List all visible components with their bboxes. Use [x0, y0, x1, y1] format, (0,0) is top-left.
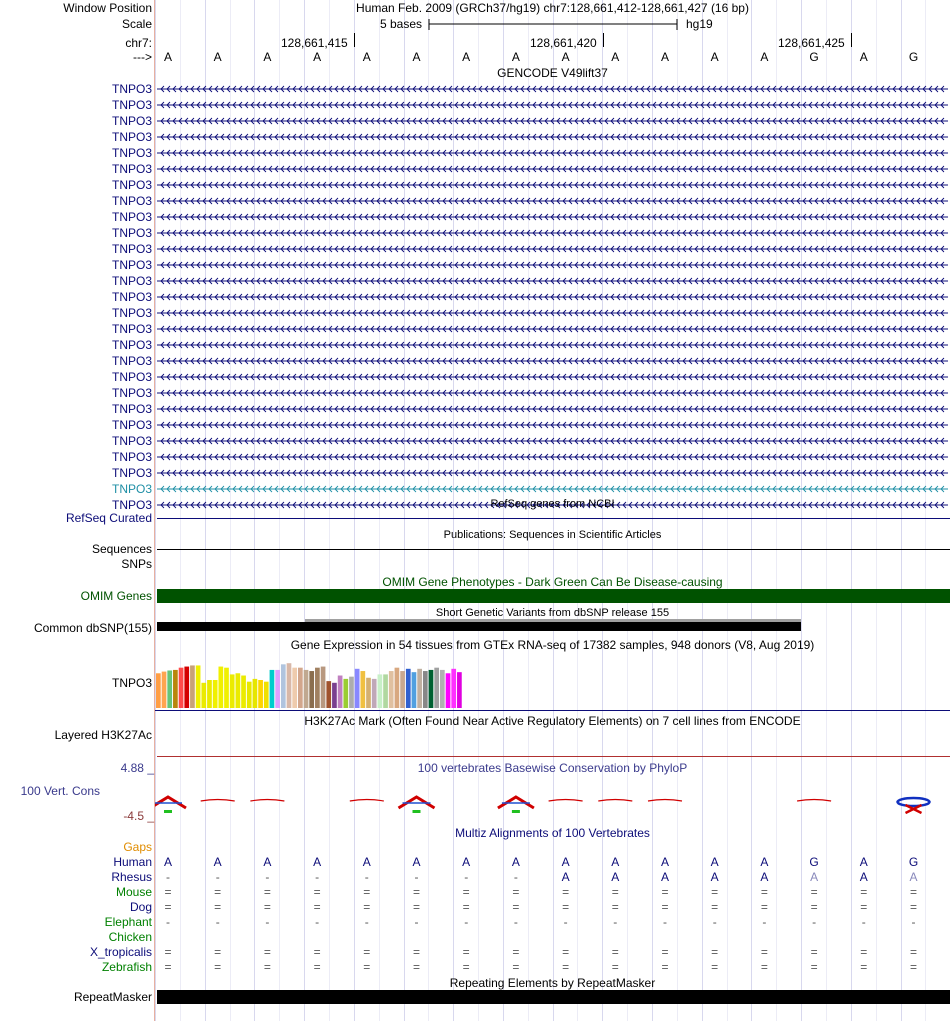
- multiz-base: -: [563, 915, 568, 929]
- multiz-base: -: [464, 870, 469, 884]
- multiz-base: =: [164, 945, 172, 959]
- multiz-species-label[interactable]: Rhesus: [111, 870, 152, 884]
- gtex-tissue-bar[interactable]: [190, 665, 195, 708]
- gtex-tissue-bar[interactable]: [207, 680, 212, 708]
- dbsnp-title: Short Genetic Variants from dbSNP release 155: [435, 607, 670, 619]
- gencode-track-label[interactable]: TNPO3: [111, 130, 152, 144]
- gtex-tissue-bar[interactable]: [400, 671, 405, 708]
- multiz-base: A: [859, 855, 868, 869]
- multiz-base: A: [611, 855, 620, 869]
- multiz-base: =: [462, 900, 470, 914]
- dbsnp-track[interactable]: [157, 622, 801, 631]
- multiz-base: =: [611, 900, 619, 914]
- gtex-tissue-bar[interactable]: [201, 683, 206, 708]
- gtex-tissue-bar[interactable]: [292, 668, 297, 708]
- tick-label-3: 128,661,425: [778, 36, 845, 50]
- gencode-track-label[interactable]: TNPO3: [111, 162, 152, 176]
- gencode-transcript-line[interactable]: [155, 372, 950, 382]
- gencode-title: GENCODE V49lift37: [497, 66, 608, 80]
- assembly-label: hg19: [686, 17, 713, 31]
- gencode-transcript-line[interactable]: [155, 196, 950, 206]
- multiz-base: A: [909, 870, 918, 884]
- multiz-base: A: [362, 855, 371, 869]
- multiz-base: A: [561, 855, 570, 869]
- multiz-base: =: [860, 885, 868, 899]
- gencode-track-label[interactable]: TNPO3: [111, 306, 152, 320]
- gtex-tissue-bar[interactable]: [258, 680, 263, 708]
- strand-label: --->: [133, 50, 152, 64]
- gencode-track-label[interactable]: TNPO3: [111, 98, 152, 112]
- multiz-base: =: [412, 960, 420, 974]
- gencode-transcript-line[interactable]: [155, 180, 950, 190]
- gencode-track-label[interactable]: TNPO3: [111, 82, 152, 96]
- sequence-base: A: [710, 50, 719, 64]
- gtex-tissue-bar[interactable]: [236, 673, 241, 708]
- h3k27ac-title: H3K27Ac Mark (Often Found Near Active Regulatory Elements) on 7 cell lines from ENCODE: [304, 714, 801, 728]
- multiz-base: =: [214, 945, 222, 959]
- gencode-transcript-line[interactable]: [155, 468, 950, 478]
- gtex-tissue-bar[interactable]: [434, 668, 439, 708]
- gtex-chart[interactable]: [155, 652, 950, 712]
- sequence-base: A: [163, 50, 172, 64]
- multiz-base: =: [909, 900, 917, 914]
- phylop-logo-mark: [598, 800, 632, 802]
- multiz-base: =: [909, 960, 917, 974]
- gencode-track-label[interactable]: TNPO3: [111, 354, 152, 368]
- multiz-base: -: [663, 915, 667, 929]
- sequence-base: A: [760, 50, 769, 64]
- gencode-track-label[interactable]: TNPO3: [111, 450, 152, 464]
- gencode-track-label[interactable]: TNPO3: [111, 498, 152, 512]
- h3k27ac-track[interactable]: [157, 756, 950, 757]
- snps-label[interactable]: SNPs: [121, 557, 152, 571]
- sequence-base: A: [611, 50, 620, 64]
- gtex-tissue-bar[interactable]: [417, 669, 422, 708]
- sequence-base: A: [561, 50, 570, 64]
- multiz-base: =: [810, 885, 818, 899]
- multiz-base: -: [414, 915, 419, 929]
- multiz-base: =: [711, 945, 719, 959]
- gtex-tissue-bar[interactable]: [270, 670, 275, 708]
- gtex-tissue-bar[interactable]: [298, 668, 303, 708]
- multiz-base: =: [860, 945, 868, 959]
- gtex-tissue-bar[interactable]: [338, 676, 343, 708]
- multiz-base: =: [164, 900, 172, 914]
- gtex-tissue-bar[interactable]: [184, 667, 189, 708]
- multiz-species-label[interactable]: X_tropicalis: [89, 945, 152, 959]
- gencode-track-label[interactable]: TNPO3: [111, 466, 152, 480]
- multiz-base: A: [313, 855, 322, 869]
- gencode-transcript-line[interactable]: [155, 436, 950, 446]
- phylop-logo-mark: [549, 800, 583, 802]
- gencode-track-label[interactable]: TNPO3: [111, 402, 152, 416]
- gencode-track-label[interactable]: TNPO3: [111, 114, 152, 128]
- multiz-base: A: [859, 870, 868, 884]
- multiz-base: =: [164, 960, 172, 974]
- multiz-base: =: [363, 945, 371, 959]
- gencode-transcript-line[interactable]: [155, 324, 950, 334]
- tick-label-2: 128,661,420: [530, 36, 597, 50]
- gtex-tissue-bar[interactable]: [167, 670, 172, 708]
- gencode-track-label[interactable]: TNPO3: [111, 386, 152, 400]
- multiz-base: =: [363, 900, 371, 914]
- multiz-base: =: [263, 945, 271, 959]
- gencode-track-label[interactable]: TNPO3: [111, 274, 152, 288]
- gtex-tissue-bar[interactable]: [218, 667, 223, 708]
- sequence-base: A: [362, 50, 371, 64]
- phylop-logo-mark: [898, 798, 930, 806]
- gencode-track-label[interactable]: TNPO3: [111, 322, 152, 336]
- sequence-base: G: [908, 50, 919, 64]
- gtex-tissue-bar[interactable]: [451, 669, 456, 708]
- repeatmasker-label[interactable]: RepeatMasker: [73, 990, 152, 1004]
- gtex-tissue-bar[interactable]: [304, 670, 309, 708]
- gencode-transcript-line[interactable]: [155, 164, 950, 174]
- multiz-base: =: [562, 960, 570, 974]
- multiz-base: -: [911, 915, 916, 929]
- gencode-track-label[interactable]: TNPO3: [111, 258, 152, 272]
- gtex-tissue-bar[interactable]: [281, 664, 286, 708]
- multiz-base: A: [710, 855, 719, 869]
- multiz-base: =: [760, 945, 768, 959]
- multiz-base: =: [661, 960, 669, 974]
- multiz-species-label[interactable]: Elephant: [104, 915, 152, 929]
- multiz-base: A: [760, 855, 769, 869]
- gtex-tissue-bar[interactable]: [355, 669, 360, 708]
- gtex-tissue-bar[interactable]: [179, 668, 184, 708]
- multiz-base: A: [412, 855, 421, 869]
- multiz-base: =: [562, 900, 570, 914]
- multiz-base: A: [611, 870, 620, 884]
- phylop-max: 4.88 _: [120, 761, 154, 775]
- gtex-tissue-bar[interactable]: [275, 670, 280, 708]
- multiz-base: =: [661, 885, 669, 899]
- gtex-tissue-bar[interactable]: [389, 671, 394, 708]
- sequence-base: A: [213, 50, 222, 64]
- gencode-track-label[interactable]: TNPO3: [111, 226, 152, 240]
- multiz-base: G: [809, 855, 819, 869]
- scale-bar: [428, 17, 680, 31]
- multiz-species-label[interactable]: Chicken: [108, 930, 152, 944]
- phylop-logo-mark: [164, 810, 172, 813]
- multiz-base: A: [660, 855, 669, 869]
- gtex-tissue-bar[interactable]: [264, 682, 269, 708]
- gencode-transcript-line[interactable]: [155, 116, 950, 126]
- multiz-base: =: [462, 945, 470, 959]
- multiz-base: =: [711, 885, 719, 899]
- phylop-logo-mark: [648, 800, 682, 802]
- multiz-base: -: [712, 915, 717, 929]
- phylop-label[interactable]: 100 Vert. Cons: [20, 784, 100, 798]
- phylop-logo-mark: [797, 800, 831, 802]
- multiz-base: =: [313, 885, 321, 899]
- multiz-base: -: [166, 870, 170, 884]
- multiz-base: =: [263, 900, 271, 914]
- gencode-transcript-line[interactable]: [155, 388, 950, 398]
- phylop-min: -4.5 _: [123, 809, 154, 823]
- sequence-base: G: [809, 50, 819, 64]
- refseq-label[interactable]: RefSeq Curated: [65, 511, 152, 525]
- multiz-base: =: [810, 900, 818, 914]
- multiz-base: A: [511, 855, 520, 869]
- omim-title: OMIM Gene Phenotypes - Dark Green Can Be Disease-causing: [382, 575, 723, 589]
- gtex-tissue-bar[interactable]: [230, 674, 235, 708]
- gtex-tissue-bar[interactable]: [241, 676, 246, 708]
- gtex-tissue-bar[interactable]: [343, 679, 348, 708]
- gencode-transcript-line[interactable]: [155, 420, 950, 430]
- multiz-base: =: [412, 900, 420, 914]
- gtex-label[interactable]: TNPO3: [111, 676, 152, 690]
- multiz-title: Multiz Alignments of 100 Vertebrates: [455, 826, 650, 840]
- gencode-track-label[interactable]: TNPO3: [111, 242, 152, 256]
- tick-mark-1: [354, 33, 355, 47]
- multiz-base: =: [512, 885, 520, 899]
- multiz-base: =: [214, 960, 222, 974]
- tick-label-1: 128,661,415: [281, 36, 348, 50]
- gtex-tissue-bar[interactable]: [366, 678, 371, 708]
- phylop-track[interactable]: [155, 794, 950, 814]
- multiz-base: -: [513, 870, 518, 884]
- gtex-tissue-bar[interactable]: [378, 674, 383, 708]
- sequence-base: A: [313, 50, 322, 64]
- multiz-base: A: [561, 870, 570, 884]
- multiz-base: A: [760, 870, 769, 884]
- publications-title: Publications: Sequences in Scientific Articles: [443, 529, 662, 541]
- gtex-tissue-bar[interactable]: [326, 681, 331, 708]
- publications-label[interactable]: Sequences: [91, 542, 152, 556]
- multiz-base: A: [462, 855, 471, 869]
- multiz-base: =: [313, 945, 321, 959]
- multiz-base: -: [315, 915, 320, 929]
- phylop-title: 100 vertebrates Basewise Conservation by PhyloP: [417, 761, 688, 775]
- gencode-track-label[interactable]: TNPO3: [111, 178, 152, 192]
- multiz-base: =: [562, 885, 570, 899]
- multiz-species-label[interactable]: Zebrafish: [101, 960, 152, 974]
- gtex-tissue-bar[interactable]: [321, 667, 326, 708]
- gtex-tissue-bar[interactable]: [406, 669, 411, 708]
- sequence-base: A: [859, 50, 868, 64]
- multiz-base: -: [812, 915, 817, 929]
- sequence-base: A: [511, 50, 520, 64]
- multiz-base: =: [214, 900, 222, 914]
- gencode-transcript-line[interactable]: [155, 244, 950, 254]
- multiz-base: =: [810, 960, 818, 974]
- gencode-transcript-line[interactable]: [155, 340, 950, 350]
- multiz-base: =: [611, 945, 619, 959]
- multiz-base: A: [710, 870, 719, 884]
- phylop-logo-mark: [250, 800, 284, 802]
- multiz-base: =: [562, 945, 570, 959]
- gtex-tissue-bar[interactable]: [457, 672, 462, 708]
- multiz-base: -: [265, 870, 270, 884]
- refseq-title: RefSeq genes from NCBI: [490, 498, 615, 510]
- omim-track[interactable]: [157, 589, 950, 603]
- multiz-base: -: [215, 870, 220, 884]
- multiz-base: =: [512, 960, 520, 974]
- multiz-base: -: [464, 915, 469, 929]
- gencode-transcript-line[interactable]: [155, 308, 950, 318]
- gencode-track-label[interactable]: TNPO3: [111, 482, 152, 496]
- scale-text: 5 bases: [380, 17, 423, 31]
- gencode-track-label[interactable]: TNPO3: [111, 146, 152, 160]
- multiz-base: =: [313, 900, 321, 914]
- gtex-tissue-bar[interactable]: [440, 670, 445, 708]
- multiz-base: =: [363, 960, 371, 974]
- phylop-logo-mark: [413, 810, 421, 813]
- sequence-base: A: [412, 50, 421, 64]
- gencode-transcript-line[interactable]: [155, 292, 950, 302]
- h3k27ac-label[interactable]: Layered H3K27Ac: [54, 728, 152, 742]
- window-position-text: Human Feb. 2009 (GRCh37/hg19) chr7:128,661,412-128,661,427 (16 bp): [356, 1, 749, 15]
- gencode-transcript-line[interactable]: [155, 212, 950, 222]
- gencode-transcript-line[interactable]: [155, 132, 950, 142]
- gtex-tissue-bar[interactable]: [372, 679, 377, 708]
- sequence-base: A: [263, 50, 272, 64]
- multiz-base: =: [263, 960, 271, 974]
- multiz-base: -: [215, 915, 220, 929]
- multiz-base: A: [213, 855, 222, 869]
- gencode-track-label[interactable]: TNPO3: [111, 434, 152, 448]
- multiz-species-label[interactable]: Dog: [129, 900, 152, 914]
- multiz-base: =: [611, 960, 619, 974]
- gtex-tissue-bar[interactable]: [446, 673, 451, 708]
- gencode-track-label[interactable]: TNPO3: [111, 370, 152, 384]
- multiz-base: =: [760, 900, 768, 914]
- gtex-tissue-bar[interactable]: [332, 683, 337, 708]
- multiz-base: -: [414, 870, 419, 884]
- multiz-base: =: [462, 885, 470, 899]
- multiz-base: =: [412, 945, 420, 959]
- omim-label[interactable]: OMIM Genes: [80, 589, 152, 603]
- gtex-tissue-bar[interactable]: [360, 671, 365, 708]
- multiz-base: =: [760, 885, 768, 899]
- gencode-transcript-line[interactable]: [155, 452, 950, 462]
- multiz-base: A: [810, 870, 819, 884]
- repeatmasker-track[interactable]: [157, 990, 950, 1004]
- multiz-base: -: [613, 915, 618, 929]
- publications-track[interactable]: [157, 549, 950, 550]
- gtex-tissue-bar[interactable]: [423, 671, 428, 708]
- refseq-track[interactable]: [157, 518, 950, 519]
- multiz-base: =: [810, 945, 818, 959]
- multiz-base: =: [462, 960, 470, 974]
- phylop-logo-mark: [512, 810, 520, 813]
- gencode-track-label[interactable]: TNPO3: [111, 338, 152, 352]
- sequence-base: A: [660, 50, 669, 64]
- multiz-species-label[interactable]: Mouse: [115, 885, 152, 899]
- gencode-transcript-line[interactable]: [155, 276, 950, 286]
- gtex-tissue-bar[interactable]: [412, 672, 417, 708]
- scale-label: Scale: [121, 17, 152, 31]
- gtex-tissue-bar[interactable]: [395, 668, 400, 708]
- phylop-logo-mark: [201, 800, 235, 802]
- multiz-base: =: [263, 885, 271, 899]
- multiz-base: A: [163, 855, 172, 869]
- multiz-species-label[interactable]: Human: [113, 855, 152, 869]
- gtex-tissue-bar[interactable]: [383, 674, 388, 708]
- multiz-base: =: [164, 885, 172, 899]
- gencode-transcript-line[interactable]: [155, 228, 950, 238]
- gtex-tissue-bar[interactable]: [287, 663, 292, 708]
- multiz-base: =: [512, 945, 520, 959]
- tick-mark-3: [851, 33, 852, 47]
- multiz-base: =: [711, 900, 719, 914]
- gencode-track-label[interactable]: TNPO3: [111, 194, 152, 208]
- gaps-label[interactable]: Gaps: [123, 840, 152, 854]
- gencode-transcript-line[interactable]: [155, 484, 950, 494]
- gtex-tissue-bar[interactable]: [429, 670, 434, 708]
- multiz-base: =: [909, 885, 917, 899]
- multiz-base: =: [711, 960, 719, 974]
- multiz-base: A: [263, 855, 272, 869]
- multiz-base: =: [214, 885, 222, 899]
- multiz-base: =: [512, 900, 520, 914]
- gencode-transcript-line[interactable]: [155, 404, 950, 414]
- gtex-title: Gene Expression in 54 tissues from GTEx RNA-seq of 17382 samples, 948 donors (V8, Aug 2019): [290, 638, 815, 652]
- gencode-track-label[interactable]: TNPO3: [111, 418, 152, 432]
- multiz-base: =: [860, 900, 868, 914]
- multiz-base: =: [611, 885, 619, 899]
- gtex-tissue-bar[interactable]: [253, 679, 258, 708]
- window-position-label: Window Position: [63, 1, 152, 15]
- multiz-base: =: [661, 900, 669, 914]
- gencode-track-label[interactable]: TNPO3: [111, 290, 152, 304]
- gtex-tissue-bar[interactable]: [156, 673, 161, 708]
- gtex-tissue-bar[interactable]: [315, 668, 320, 708]
- phylop-logo-mark: [350, 800, 384, 802]
- multiz-base: -: [315, 870, 320, 884]
- multiz-base: =: [860, 960, 868, 974]
- dbsnp-label[interactable]: Common dbSNP(155): [33, 621, 152, 635]
- gencode-transcript-line[interactable]: [155, 260, 950, 270]
- gencode-transcript-line[interactable]: [155, 356, 950, 366]
- multiz-base: -: [861, 915, 866, 929]
- multiz-base: =: [760, 960, 768, 974]
- gtex-tissue-bar[interactable]: [349, 677, 354, 708]
- multiz-base: =: [363, 885, 371, 899]
- multiz-base: =: [412, 885, 420, 899]
- gencode-transcript-line[interactable]: [155, 84, 950, 94]
- gencode-track-label[interactable]: TNPO3: [111, 210, 152, 224]
- multiz-base: -: [364, 870, 369, 884]
- multiz-base: =: [313, 960, 321, 974]
- multiz-base: =: [661, 945, 669, 959]
- gencode-transcript-line[interactable]: [155, 148, 950, 158]
- chrom-label: chr7:: [125, 36, 152, 50]
- gtex-tissue-bar[interactable]: [162, 672, 167, 708]
- multiz-base: G: [908, 855, 919, 869]
- multiz-base: -: [166, 915, 170, 929]
- gtex-tissue-bar[interactable]: [173, 670, 178, 708]
- multiz-base: -: [762, 915, 767, 929]
- gencode-transcript-line[interactable]: [155, 100, 950, 110]
- multiz-base: A: [660, 870, 669, 884]
- sequence-base: A: [462, 50, 471, 64]
- tick-mark-2: [603, 33, 604, 47]
- gtex-tissue-bar[interactable]: [309, 671, 314, 708]
- multiz-base: -: [364, 915, 369, 929]
- gtex-tissue-bar[interactable]: [196, 665, 201, 708]
- multiz-base: -: [513, 915, 518, 929]
- gtex-tissue-bar[interactable]: [213, 680, 218, 708]
- multiz-base: -: [265, 915, 270, 929]
- repeatmasker-title: Repeating Elements by RepeatMasker: [449, 976, 656, 990]
- gtex-tissue-bar[interactable]: [224, 668, 229, 708]
- multiz-base: =: [909, 945, 917, 959]
- gtex-tissue-bar[interactable]: [247, 682, 252, 708]
